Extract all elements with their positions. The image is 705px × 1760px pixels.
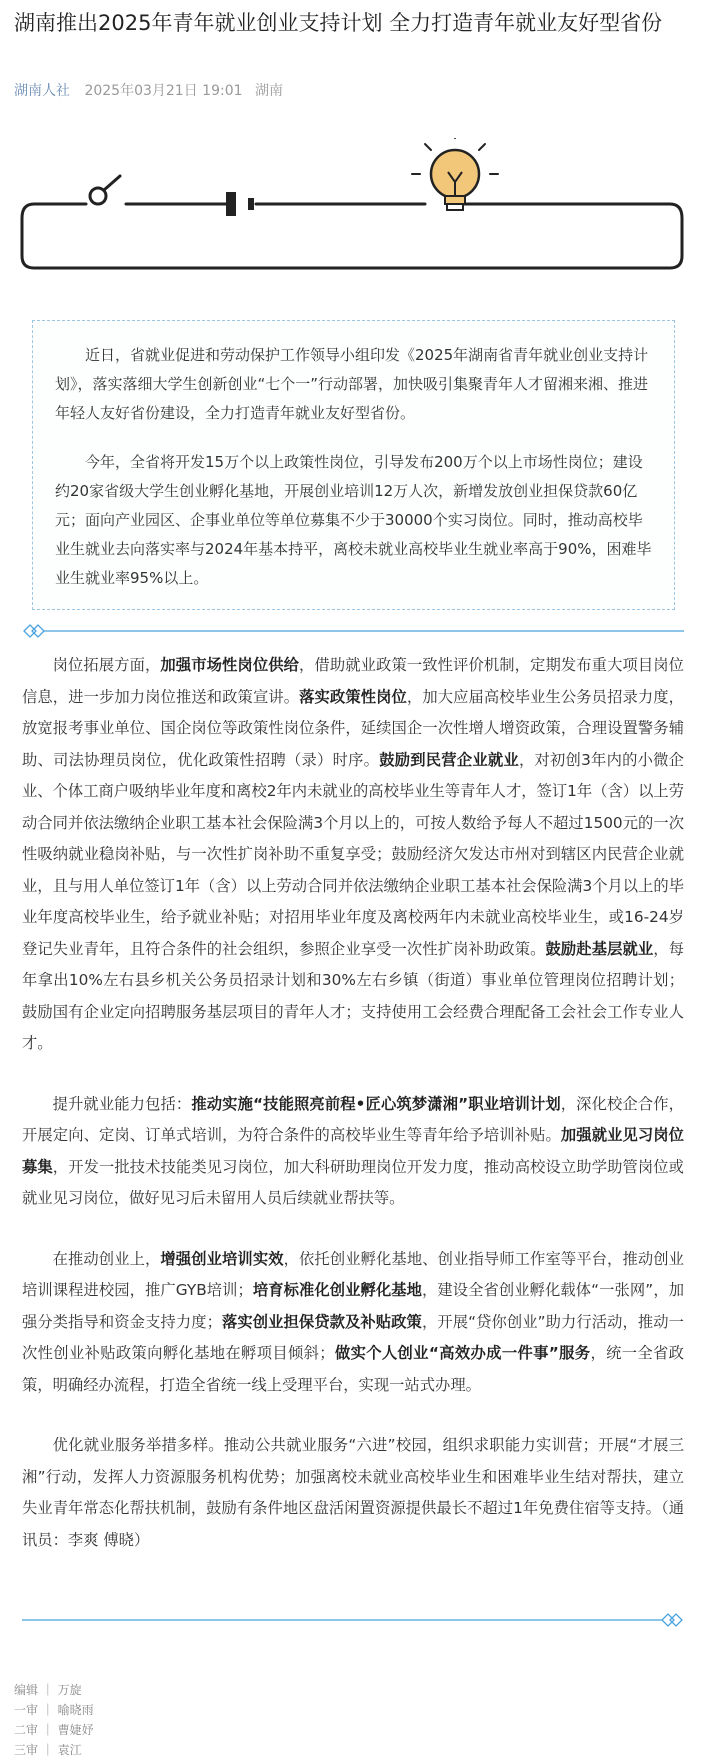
intro-paragraph-2: 今年，全省将开发15万个以上政策性岗位，引导发布200万个以上市场性岗位；建设约20家省级大学生创业孵化基地，开展创业培训12万人次，新增发放创业担保贷款60亿元；面向产业园区、企事业单位等单位募集不少于30000个实习岗位。同时，推动高校毕业生就业去向落实率与2024年基本持平，离校未就业高校毕业生就业率高于90%，困难毕业生就业率95%以上。 xyxy=(55,453,652,587)
article-title: 湖南推出2025年青年就业创业支持计划 全力打造青年就业友好型省份 xyxy=(14,11,663,35)
switch-lever-icon xyxy=(104,176,120,190)
review2-line: 二审 ｜ 曹婕妤 xyxy=(14,1723,94,1737)
lightbulb-icon xyxy=(412,138,498,210)
article-body xyxy=(22,650,684,1585)
circuit-banner xyxy=(20,138,685,298)
diamond-left-icon xyxy=(24,625,44,637)
article-datetime: 2025年03月21日 19:01 xyxy=(84,83,243,99)
review3-line: 三审 ｜ 袁江 xyxy=(14,1743,82,1757)
editor-line: 编辑 ｜ 万旋 xyxy=(14,1683,82,1697)
diamond-right-icon xyxy=(662,1614,682,1626)
divider-bottom xyxy=(22,1612,684,1628)
article-source[interactable]: 湖南人社 xyxy=(14,83,70,99)
body-paragraph-jobs: 岗位拓展方面，加强市场性岗位供给，借助就业政策一致性评价机制，定期发布重大项目岗位信息，进一步加力岗位推送和政策宣讲。落实政策性岗位，加大应届高校毕业生公务员招录力度，放宽报考事业单位、国企岗位等政策性岗位条件，延续国企一次性增人增资政策，合理设置警务辅助、司法协理员岗位，优化政策性招聘（录）时序。鼓励到民营企业就业，对初创3年内的小微企业、个体工商户吸纳毕业年度和离校2年内未就业的高校毕业生等青年人才，签订1年（含）以上劳动合同并依法缴纳企业职工基本社会保险满3个月以上的，可按人数给予每人不超过1500元的一次性吸纳就业稳岗补贴，与一次性扩岗补助不重复享受；鼓励经济欠发达市州对到辖区内民营企业就业，且与用人单位签订1年（含）以上劳动合同并依法缴纳企业职工基本社会保险满3个月以上的毕业年度高校毕业生，给予就业补贴；对招用毕业年度及离校两年内未就业高校毕业生，或16-24岁登记失业青年，且符合条件的社会组织，参照企业享受一次性扩岗补助政策。鼓励赴基层就业，每年拿出10%左右县乡机关公务员招录计划和30%左右乡镇（街道）事业单位管理岗位招聘计划；鼓励国有企业定向招聘服务基层项目的青年人才；支持使用工会经费合理配备工会社会工作专业人才。 xyxy=(22,656,684,1052)
battery-cell-long xyxy=(226,192,236,216)
body-paragraph-services: 优化就业服务举措多样。推动公共就业服务“六进”校园，组织求职能力实训营；开展“才展三湘”行动，发挥人力资源服务机构优势；加强离校未就业高校毕业生和困难毕业生结对帮扶，建立失业青年常态化帮扶机制，鼓励有条件地区盘活闲置资源提供最长不超过1年免费住宿等支持。（通讯员：李爽 傅晓） xyxy=(22,1436,684,1549)
article-location: 湖南 xyxy=(254,83,283,99)
review1-line: 一审 ｜ 喻晓雨 xyxy=(14,1703,94,1717)
editor-credits xyxy=(14,1680,94,1760)
intro-paragraph-1: 近日，省就业促进和劳动保护工作领导小组印发《2025年湖南省青年就业创业支持计划》，落实落细大学生创新创业“七个一”行动部署，加快吸引集聚青年人才留湘来湘、推进年轻人友好省份建设，全力打造青年就业友好型省份。 xyxy=(55,346,649,422)
intro-box xyxy=(32,320,675,610)
circuit-wire xyxy=(22,204,682,268)
divider-top xyxy=(22,623,684,639)
article-meta xyxy=(14,80,291,100)
body-paragraph-skills: 提升就业能力包括：推动实施“技能照亮前程•匠心筑梦潇湘”职业培训计划，深化校企合作，开展定向、定岗、订单式培训，为符合条件的高校毕业生等青年给予培训补贴。加强就业见习岗位募集，开发一批技术技能类见习岗位，加大科研助理岗位开发力度，推动高校设立助学助管岗位或就业见习岗位，做好见习后未留用人员后续就业帮扶等。 xyxy=(22,1094,684,1207)
battery-cell-short xyxy=(248,198,254,210)
body-paragraph-startup: 在推动创业上，增强创业培训实效，依托创业孵化基地、创业指导师工作室等平台，推动创业培训课程进校园，推广GYB培训；培育标准化创业孵化基地，建设全省创业孵化载体“一张网”，加强分类指导和资金支持力度；落实创业担保贷款及补贴政策，开展“贷你创业”助力行活动，推动一次性创业补贴政策向孵化基地在孵项目倾斜；做实个人创业“高效办成一件事”服务，统一全省政策，明确经办流程，打造全省统一线上受理平台，实现一站式办理。 xyxy=(22,1249,684,1394)
